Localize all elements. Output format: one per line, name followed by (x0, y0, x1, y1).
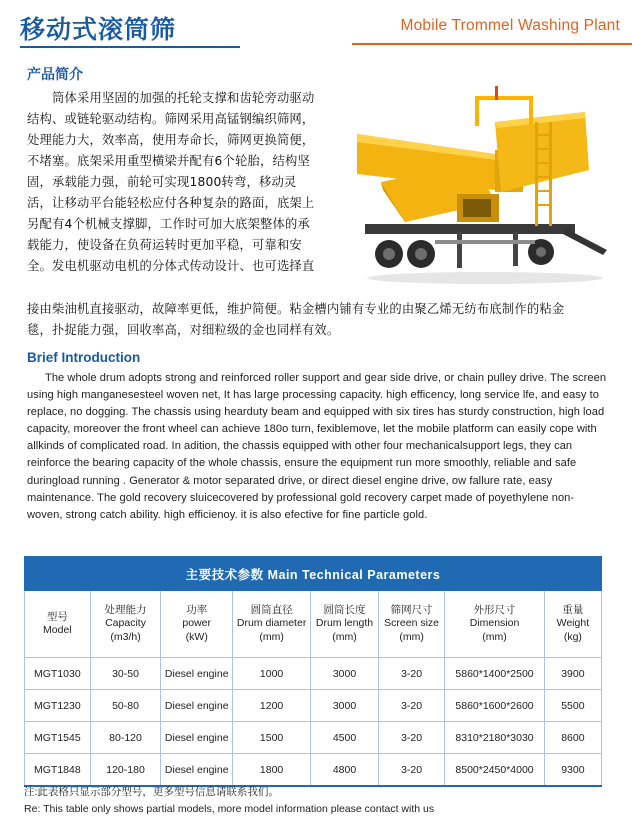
cell-model: MGT1030 (25, 658, 91, 690)
intro-cn-tail (27, 299, 612, 341)
header-en: Drum length (315, 617, 374, 630)
table-header-row (25, 591, 602, 658)
intro-en-paragraph: The whole drum adopts strong and reinforced roller support and gear side drive, or chain pulley drive. The screen using high manganesesteel woven net, It has large processing capacity. high efficency, long service lfe, and easy to replace, no dogging. The chassis using hearduty beam and equipped with six tires has sturdy construction, high load capacity, moreover the front wheel can achieve 180o turn, fexiblemove, let the mobile platform can easily cope with allkinds of complicated road. In adition, the chassis equipped with other four mechanicalsupport legs, they can reinforce the bearing capacity of the whole chassis, ensure the equipment run more smoothly, reliable and safe duringload running . Generator & motor separated drive, or direct diesel engine drive, ow fallure rate, easy maintenance. The gold recovery sluicecovered by professional gold recovery carpet made of poyethylene non-woven, strong catch ability. high efficienoy. it is also efective for fine particle gold. (27, 372, 607, 521)
cell-dimension: 8310*2180*3030 (445, 722, 544, 754)
cell-drum-diameter: 1200 (233, 690, 311, 722)
header-en: power (182, 617, 212, 630)
intro-cn-line: 活，让移动平台能轻松应付各种复杂的路面，底架上 (27, 196, 315, 210)
cell-screen-size: 3-20 (378, 754, 444, 787)
cell-power: Diesel engine (161, 754, 233, 787)
page-title-en: Mobile Trommel Washing Plant (400, 17, 620, 34)
cell-drum-length: 3000 (311, 658, 379, 690)
cell-screen-size: 3-20 (378, 722, 444, 754)
table-notes (24, 784, 434, 818)
cell-drum-length: 3000 (311, 690, 379, 722)
col-header-screen-size (378, 591, 444, 658)
cell-drum-length: 4500 (311, 722, 379, 754)
title-underline (20, 46, 240, 48)
col-header-power (161, 591, 233, 658)
header-cn: 重量 (562, 603, 584, 616)
note-cn: 注:此表格只显示部分型号，更多型号信息请联系我们。 (24, 786, 279, 798)
intro-cn-paragraph (27, 88, 347, 277)
cell-model: MGT1230 (25, 690, 91, 722)
header-unit: (kW) (185, 630, 208, 643)
header-unit: (mm) (259, 630, 284, 643)
trommel-machine-image (345, 82, 610, 290)
cell-weight: 5500 (544, 690, 601, 722)
cell-power: Diesel engine (161, 722, 233, 754)
col-header-drum-diameter (233, 591, 311, 658)
cell-screen-size: 3-20 (378, 658, 444, 690)
intro-cn-line: 另配有4个机械支撑脚，工作时可加大底架整体的承 (27, 217, 310, 231)
cell-model: MGT1848 (25, 754, 91, 787)
cell-capacity: 80-120 (90, 722, 161, 754)
cell-dimension: 5860*1600*2600 (445, 690, 544, 722)
page-title-cn: 移动式滚筒筛 (20, 15, 177, 44)
technical-parameters-table (24, 556, 602, 787)
col-header-weight (544, 591, 601, 658)
cell-power: Diesel engine (161, 658, 233, 690)
table-row (25, 722, 602, 754)
intro-cn-line: 筒体采用坚固的加强的托轮支撑和齿轮旁动驱动 (52, 91, 315, 105)
header-cn: 圆筒长度 (323, 603, 366, 616)
header-unit: (mm) (482, 630, 507, 643)
cell-screen-size: 3-20 (378, 690, 444, 722)
header-en: Weight (556, 617, 590, 630)
col-header-capacity (90, 591, 161, 658)
intro-cn-line: 处理能力大，效率高，使用寿命长，筛网更换简便， (27, 133, 315, 147)
intro-cn-line: 固，承载能力强，前轮可实现1800转弯，移动灵 (27, 175, 297, 189)
header-cn: 型号 (46, 610, 68, 623)
note-en: Re: This table only shows partial models, more model information please contact with us (24, 803, 435, 815)
cell-weight: 9300 (544, 754, 601, 787)
intro-cn-line: 不堵塞。底架采用重型横梁并配有6个轮胎，结构坚 (27, 154, 310, 168)
header-cn: 处理能力 (104, 603, 147, 616)
title-en-underline (352, 43, 632, 45)
header-en: Screen size (384, 617, 440, 630)
intro-cn-line: 全。发电机驱动电机的分体式传动设计、也可选择直 (27, 259, 315, 273)
cell-capacity: 120-180 (90, 754, 161, 787)
cell-capacity: 50-80 (90, 690, 161, 722)
table-caption: 主要技术参数 Main Technical Parameters (25, 557, 602, 591)
col-header-drum-length (311, 591, 379, 658)
intro-cn-line: 载能力，使设备在负荷运转时更加平稳，可靠和安 (27, 238, 302, 252)
intro-cn-line: 毯，扑捉能力强，回收率高，对细粒级的金也同样有效。 (27, 323, 340, 337)
cell-capacity: 30-50 (90, 658, 161, 690)
cell-power: Diesel engine (161, 690, 233, 722)
header-unit: (kg) (563, 630, 582, 643)
intro-cn-line: 接由柴油机直接驱动，故障率更低，维护简便。粘金槽内铺有专业的由聚乙烯无纺布底制作的粘金 (27, 302, 565, 316)
header-unit: (m3/h) (110, 630, 141, 643)
col-header-model (25, 591, 91, 658)
cell-drum-diameter: 1800 (233, 754, 311, 787)
table-row (25, 754, 602, 787)
cell-weight: 3900 (544, 658, 601, 690)
header-en: Dimension (469, 617, 520, 630)
col-header-dimension (445, 591, 544, 658)
cell-weight: 8600 (544, 722, 601, 754)
cell-drum-diameter: 1500 (233, 722, 311, 754)
table-row (25, 690, 602, 722)
cell-model: MGT1545 (25, 722, 91, 754)
header-en: Drum diameter (236, 617, 307, 630)
header-en: Capacity (105, 617, 146, 630)
cell-dimension: 8500*2450*4000 (445, 754, 544, 787)
cell-drum-diameter: 1000 (233, 658, 311, 690)
header-cn: 筛网尺寸 (390, 603, 433, 616)
cell-dimension: 5860*1400*2500 (445, 658, 544, 690)
header-unit: (mm) (399, 630, 424, 643)
section-heading-cn: 产品简介 (27, 67, 83, 83)
header-en: Model (43, 624, 72, 636)
intro-cn-line: 结构、或链轮驱动结构。筛网采用高锰钢编织筛网， (27, 112, 315, 126)
section-heading-en: Brief Introduction (27, 350, 141, 365)
header-cn: 圆筒直径 (250, 603, 293, 616)
header-cn: 外形尺寸 (473, 603, 516, 616)
cell-drum-length: 4800 (311, 754, 379, 787)
table-row (25, 658, 602, 690)
header-unit: (mm) (332, 630, 357, 643)
header-cn: 功率 (186, 603, 208, 616)
